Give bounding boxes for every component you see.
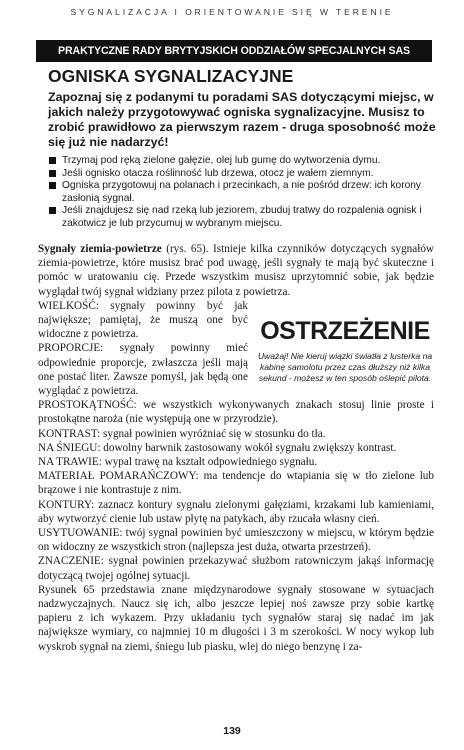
body-paragraph: ZNACZENIE: sygnał powinien przekazywać służbom ratowniczym jakąś informację dotyczącą twojej ogólnej sytuacji. — [38, 555, 434, 582]
tip-item — [48, 205, 438, 230]
intro-heading: Sygnały ziemia-powietrze — [38, 243, 162, 255]
body-paragraph: WIELKOŚĆ: sygnały powinny być jak największe; pamiętaj, że muszą one być widoczne z powietrza. — [38, 299, 248, 341]
body-paragraph: NA TRAWIE: wypal trawę na kształt odpowiedniego sygnału. — [38, 456, 318, 469]
box-title: OGNISKA SYGNALIZACYJNE — [48, 66, 294, 86]
square-bullet-icon — [49, 207, 56, 214]
warning-box — [256, 317, 434, 384]
body-paragraph: PROSTOKĄTNOŚĆ: we wszystkich wykonywanych znakach stosuj linie proste i prostokątne naroża (nie występują one w przyrodzie). — [38, 399, 434, 426]
square-bullet-icon — [49, 157, 56, 164]
body-text — [38, 242, 434, 654]
box-lead: Zapoznaj się z podanymi tu poradami SAS dotyczącymi miejsc, w jakich należy przygotowywać ogniska sygnalizacyjne. Musisz to zrobić prawidłowo za pierwszym razem - druga sposobność może się już nie nadarzyć! — [48, 90, 436, 149]
square-bullet-icon — [49, 182, 56, 189]
tip-item — [48, 155, 438, 168]
tip-item — [48, 168, 438, 181]
tip-text: Jeśli znajdujesz się nad rzeką lub jeziorem, zbuduj tratwy do rozpalenia ognisk i zakotwicz je lub przycumuj w wybranym miejscu. — [62, 205, 422, 229]
intro-text: (rys. 65). Istnieje kilka czynników dotyczących sygnałów ziemia-powietrze, które musisz brać pod uwagę, jeśli sygnały te mają być skuteczne i pomóc w uratowaniu cię. Przede wszystkim musisz uprzytomnić sobie, jak będzie wyglądał twój sygnał widziany przez pilota z powietrza. — [38, 243, 435, 298]
body-paragraph: PROPORCJE: sygnały powinny mieć odpowiednie proporcje, zwłaszcza jeśli mają one postać liter. Zawsze pomyśl, jak będą one wyglądać z powietrza. — [38, 342, 248, 398]
body-paragraph: Rysunek 65 przedstawia znane międzynarodowe sygnały stosowane w sytuacjach nadzwyczajnych. Naucz się ich, albo jeszcze lepiej noś zawsze przy sobie kartkę papieru z ich wykazem. Przy układaniu tych sygnałów staraj się nadać im jak największe wymiary, co najmniej 10 m długości i 3 m szerokości. W nocy wykop lub wyskrob sygnał na ziemi, śniegu lub piasku, wlej do niego benzynę i za- — [38, 583, 434, 653]
body-paragraph: USYTUOWANIE: twój sygnał powinien być umieszczony w miejscu, w którym będzie on widoczny ze wszystkich stron (najlepsza jest duża, otwarta przestrzeń). — [38, 527, 434, 554]
running-head: SYGNALIZACJA I ORIENTOWANIE SIĘ W TERENIE — [70, 7, 394, 17]
body-paragraph: MATERIAŁ POMARAŃCZOWY: ma tendencje do wtapiania się w tło zielone lub brązowe i nie kontrastuje z nim. — [38, 470, 434, 497]
body-paragraph: KONTRAST: sygnał powinien wyróżniać się w stosunku do tła. — [38, 427, 326, 440]
body-paragraph: NA ŚNIEGU: dowolny barwnik zastosowany wokół sygnału zwiększy kontrast. — [38, 441, 397, 454]
square-bullet-icon — [49, 170, 56, 177]
tip-text: Trzymaj pod ręką zielone gałęzie, olej lub gumę do wytworzenia dymu. — [62, 155, 381, 166]
tip-text: Jeśli ognisko otacza roślinność lub drzewa, otocz je wałem ziemnym. — [62, 167, 374, 179]
page-number: 139 — [223, 725, 241, 737]
box-banner: PRAKTYCZNE RADY BRYTYJSKICH ODDZIAŁÓW SPECJALNYCH SAS — [36, 40, 432, 62]
intro-paragraph — [38, 242, 434, 299]
tip-text: Ogniska przygotowuj na polanach i przecinkach, a nie pośród drzew: ich korony zasłonią sygnał. — [62, 180, 422, 204]
warning-title: OSTRZEŻENIE — [260, 316, 430, 345]
warning-text: Uważaj! Nie kieruj wiązki światła z lusterka na kabinę samolotu przez czas dłuższy niż kilka sekund - możesz w ten sposób oślepić pilota. — [257, 350, 433, 383]
body-paragraph: KONTURY: zaznacz kontury sygnału zielonymi gałęziami, krzakami lub kamieniami, aby wytworzyć cienie lub ustaw płytę na patykach, aby rzucała własny cień. — [38, 498, 434, 525]
tips-list — [48, 155, 438, 231]
tip-item — [48, 180, 438, 205]
